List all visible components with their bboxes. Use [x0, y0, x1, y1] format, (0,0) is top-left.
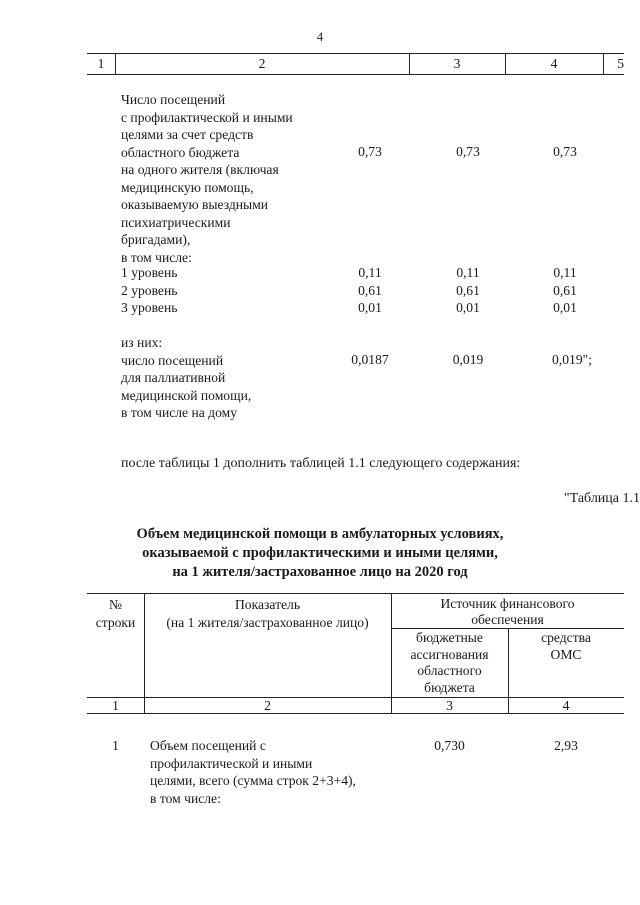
value-col5: 0,73: [553, 144, 577, 159]
level-1-col3: 0,11: [358, 265, 382, 280]
level-3-label: 3 уровень: [121, 300, 178, 315]
level-2-col4: 0,61: [456, 283, 480, 298]
row-1-indicator: Объем посещений с профилактической и иными целями, всего (сумма строк 2+3+4), в том числе:: [150, 738, 356, 806]
col-number-2: 2: [264, 698, 271, 713]
level-3-col3: 0,01: [358, 300, 382, 315]
instruction-paragraph: после таблицы 1 дополнить таблицей 1.1 следующего содержания:: [121, 456, 521, 471]
row-label-visits: Число посещений с профилактической и иными целями за счет средств областного бюджета на одного жителя (включая медицинскую помощь, оказываемую выездными психиатрическими бригадами), в том числе:: [121, 92, 293, 265]
level-3-col4: 0,01: [456, 300, 480, 315]
level-2-col5: 0,61: [553, 283, 577, 298]
level-1-col5: 0,11: [553, 265, 577, 280]
header-col-1: 1: [97, 56, 105, 71]
value-col4: 0,73: [456, 144, 480, 159]
level-2-label: 2 уровень: [121, 283, 178, 298]
palliative-col4: 0,019: [452, 352, 484, 367]
header-row-number: № строки: [95, 597, 136, 630]
col-number-1: 1: [112, 698, 119, 713]
row-1-budget: 0,730: [434, 738, 465, 753]
row-1-oms: 2,93: [554, 738, 578, 753]
table-title: Объем медицинской помощи в амбулаторных условиях, оказываемой с профилактическими и иными целями, на 1 жителя/застрахованное лицо на 2020 год: [136, 526, 504, 580]
level-3-col5: 0,01: [553, 300, 577, 315]
table-reference: "Таблица 1.1: [563, 491, 640, 506]
level-1-label: 1 уровень: [121, 265, 178, 280]
header-source: Источник финансового обеспечения: [440, 596, 575, 627]
header-col-5: 5: [617, 56, 624, 71]
header-indicator: Показатель (на 1 жителя/застрахованное лицо): [166, 597, 369, 630]
col-number-4: 4: [562, 698, 570, 713]
value-col3: 0,73: [358, 144, 382, 159]
page-number: 4: [316, 30, 324, 44]
header-budget: бюджетные ассигнования областного бюджета: [410, 630, 489, 695]
row-label-palliative: из них: число посещений для паллиативной медицинской помощи, в том числе на дому: [121, 335, 252, 420]
table-header-row: [87, 53, 624, 75]
level-2-col3: 0,61: [358, 283, 382, 298]
row-1-number: 1: [112, 738, 119, 753]
level-1-col4: 0,11: [456, 265, 480, 280]
palliative-col5: 0,019";: [552, 352, 592, 367]
palliative-col3: 0,0187: [351, 352, 389, 367]
header-col-3: 3: [453, 56, 461, 71]
header-col-4: 4: [550, 56, 558, 71]
header-col-2: 2: [258, 56, 266, 71]
header-oms: средства ОМС: [541, 630, 591, 662]
col-number-3: 3: [446, 698, 453, 713]
